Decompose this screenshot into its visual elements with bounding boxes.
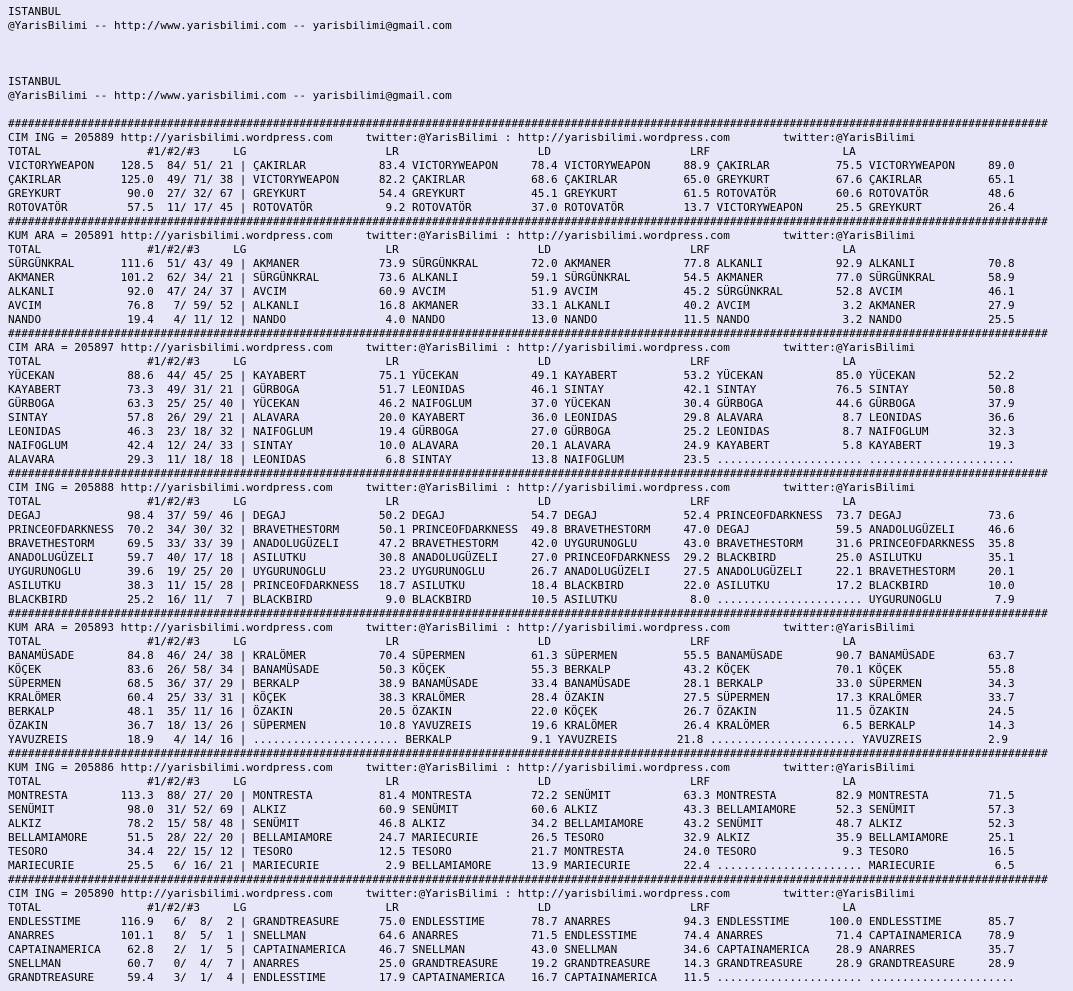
text-line: TOTAL #1/#2/#3 LG LR LD LRF LA: [8, 775, 856, 788]
text-line: ISTANBUL: [8, 75, 61, 88]
text-line: CIM ING = 205889 http://yarisbilimi.wordpress.com twitter:@YarisBilimi : http://yarisbilimi.wordpress.com twitter:@YarisBilimi: [8, 131, 916, 144]
text-line: #############################################################################################################################################################: [8, 873, 1048, 886]
text-line: ANADOLUGÜZELI 59.7 40/ 17/ 18 | ASILUTKU 30.8 ANADOLUGÜZELI 27.0 PRINCEOFDARKNESS 29.2 BLACKBIRD 25.0 ASILUTKU 35.1: [8, 551, 1015, 564]
text-line: TESORO 34.4 22/ 15/ 12 | TESORO 12.5 TESORO 21.7 MONTRESTA 24.0 TESORO 9.3 TESORO 16.5: [8, 845, 1015, 858]
text-line: BELLAMIAMORE 51.5 28/ 22/ 20 | BELLAMIAMORE 24.7 MARIECURIE 26.5 TESORO 32.9 ALKIZ 35.9 BELLAMIAMORE 25.1: [8, 831, 1015, 844]
text-line: ROTOVATÖR 57.5 11/ 17/ 45 | ROTOVATÖR 9.2 ROTOVATÖR 37.0 ROTOVATÖR 13.7 VICTORYWEAPON 25.5 GREYKURT 26.4: [8, 201, 1015, 214]
text-line: ÖZAKIN 36.7 18/ 13/ 26 | SÜPERMEN 10.8 YAVUZREIS 19.6 KRALÖMER 26.4 KRALÖMER 6.5 BERKALP 14.3: [8, 719, 1015, 732]
text-line: GÜRBOGA 63.3 25/ 25/ 40 | YÜCEKAN 46.2 NAIFOGLUM 37.0 YÜCEKAN 30.4 GÜRBOGA 44.6 GÜRBOGA 37.9: [8, 397, 1015, 410]
text-line: @YarisBilimi -- http://www.yarisbilimi.com -- yarisbilimi@gmail.com: [8, 19, 452, 32]
text-line: ALAVARA 29.3 11/ 18/ 18 | LEONIDAS 6.8 SINTAY 13.8 NAIFOGLUM 23.5 ...................... ......................: [8, 453, 1015, 466]
text-line: ALKIZ 78.2 15/ 58/ 48 | SENÜMIT 46.8 ALKIZ 34.2 BELLAMIAMORE 43.2 SENÜMIT 48.7 ALKIZ 52.3: [8, 817, 1015, 830]
text-line: [8, 61, 1073, 75]
text-line: UYGURUNOGLU 39.6 19/ 25/ 20 | UYGURUNOGLU 23.2 UYGURUNOGLU 26.7 ANADOLUGÜZELI 27.5 ANADOLUGÜZELI 22.1 BRAVETHESTORM 20.1: [8, 565, 1015, 578]
text-line: TOTAL #1/#2/#3 LG LR LD LRF LA: [8, 635, 856, 648]
text-line: ANARRES 101.1 8/ 5/ 1 | SNELLMAN 64.6 ANARRES 71.5 ENDLESSTIME 74.4 ANARRES 71.4 CAPTAINAMERICA 78.9: [8, 929, 1015, 942]
text-line: #############################################################################################################################################################: [8, 607, 1048, 620]
text-line: NANDO 19.4 4/ 11/ 12 | NANDO 4.0 NANDO 13.0 NANDO 11.5 NANDO 3.2 NANDO 25.5: [8, 313, 1015, 326]
text-line: TOTAL #1/#2/#3 LG LR LD LRF LA: [8, 145, 856, 158]
text-line: #############################################################################################################################################################: [8, 215, 1048, 228]
text-line: SÜPERMEN 68.5 36/ 37/ 29 | BERKALP 38.9 BANAMÜSADE 33.4 BANAMÜSADE 28.1 BERKALP 33.0 SÜPERMEN 34.3: [8, 677, 1015, 690]
text-line: AKMANER 101.2 62/ 34/ 21 | SÜRGÜNKRAL 73.6 ALKANLI 59.1 SÜRGÜNKRAL 54.5 AKMANER 77.0 SÜRGÜNKRAL 58.9: [8, 271, 1015, 284]
text-line: BANAMÜSADE 84.8 46/ 24/ 38 | KRALÖMER 70.4 SÜPERMEN 61.3 SÜPERMEN 55.5 BANAMÜSADE 90.7 BANAMÜSADE 63.7: [8, 649, 1015, 662]
text-line: CIM ING = 205890 http://yarisbilimi.wordpress.com twitter:@YarisBilimi : http://yarisbilimi.wordpress.com twitter:@YarisBilimi: [8, 887, 916, 900]
text-line: #############################################################################################################################################################: [8, 117, 1048, 130]
text-line: TOTAL #1/#2/#3 LG LR LD LRF LA: [8, 355, 856, 368]
text-line: KUM ARA = 205891 http://yarisbilimi.wordpress.com twitter:@YarisBilimi : http://yarisbilimi.wordpress.com twitter:@YarisBilimi: [8, 229, 916, 242]
text-line: #############################################################################################################################################################: [8, 747, 1048, 760]
text-line: [8, 33, 1073, 47]
text-line: SÜRGÜNKRAL 111.6 51/ 43/ 49 | AKMANER 73.9 SÜRGÜNKRAL 72.0 AKMANER 77.8 ALKANLI 92.9 ALKANLI 70.8: [8, 257, 1015, 270]
text-line: MONTRESTA 113.3 88/ 27/ 20 | MONTRESTA 81.4 MONTRESTA 72.2 SENÜMIT 63.3 MONTRESTA 82.9 MONTRESTA 71.5: [8, 789, 1015, 802]
text-line: BLACKBIRD 25.2 16/ 11/ 7 | BLACKBIRD 9.0 BLACKBIRD 10.5 ASILUTKU 8.0 ...................... UYGURUNOGLU 7.9: [8, 593, 1015, 606]
text-line: SNELLMAN 60.7 0/ 4/ 7 | ANARRES 25.0 GRANDTREASURE 19.2 GRANDTREASURE 14.3 GRANDTREASURE 28.9 GRANDTREASURE 28.9: [8, 957, 1015, 970]
text-line: BRAVETHESTORM 69.5 33/ 33/ 39 | ANADOLUGÜZELI 47.2 BRAVETHESTORM 42.0 UYGURUNOGLU 43.0 BRAVETHESTORM 31.6 PRINCEOFDARKNESS 35.8: [8, 537, 1015, 550]
text-line: GRANDTREASURE 59.4 3/ 1/ 4 | ENDLESSTIME 17.9 CAPTAINAMERICA 16.7 CAPTAINAMERICA 11.5 ...................... ......................: [8, 971, 1015, 984]
text-line: TOTAL #1/#2/#3 LG LR LD LRF LA: [8, 243, 856, 256]
text-line: @YarisBilimi -- http://www.yarisbilimi.com -- yarisbilimi@gmail.com: [8, 89, 452, 102]
text-line: ISTANBUL: [8, 5, 61, 18]
text-line: ASILUTKU 38.3 11/ 15/ 28 | PRINCEOFDARKNESS 18.7 ASILUTKU 18.4 BLACKBIRD 22.0 ASILUTKU 17.2 BLACKBIRD 10.0: [8, 579, 1015, 592]
text-line: ALKANLI 92.0 47/ 24/ 37 | AVCIM 60.9 AVCIM 51.9 AVCIM 45.2 SÜRGÜNKRAL 52.8 AVCIM 46.1: [8, 285, 1015, 298]
text-line: #############################################################################################################################################################: [8, 327, 1048, 340]
text-line: MARIECURIE 25.5 6/ 16/ 21 | MARIECURIE 2.9 BELLAMIAMORE 13.9 MARIECURIE 22.4 ...................... MARIECURIE 6.5: [8, 859, 1015, 872]
text-line: LEONIDAS 46.3 23/ 18/ 32 | NAIFOGLUM 19.4 GÜRBOGA 27.0 GÜRBOGA 25.2 LEONIDAS 8.7 NAIFOGLUM 32.3: [8, 425, 1015, 438]
text-line: KAYABERT 73.3 49/ 31/ 21 | GÜRBOGA 51.7 LEONIDAS 46.1 SINTAY 42.1 SINTAY 76.5 SINTAY 50.8: [8, 383, 1015, 396]
text-line: [8, 103, 1073, 117]
text-line: AVCIM 76.8 7/ 59/ 52 | ALKANLI 16.8 AKMANER 33.1 ALKANLI 40.2 AVCIM 3.2 AKMANER 27.9: [8, 299, 1015, 312]
text-line: DEGAJ 98.4 37/ 59/ 46 | DEGAJ 50.2 DEGAJ 54.7 DEGAJ 52.4 PRINCEOFDARKNESS 73.7 DEGAJ 73.6: [8, 509, 1015, 522]
text-line: CAPTAINAMERICA 62.8 2/ 1/ 5 | CAPTAINAMERICA 46.7 SNELLMAN 43.0 SNELLMAN 34.6 CAPTAINAMERICA 28.9 ANARRES 35.7: [8, 943, 1015, 956]
text-line: KUM ARA = 205893 http://yarisbilimi.wordpress.com twitter:@YarisBilimi : http://yarisbilimi.wordpress.com twitter:@YarisBilimi: [8, 621, 916, 634]
text-line: KUM ING = 205886 http://yarisbilimi.wordpress.com twitter:@YarisBilimi : http://yarisbilimi.wordpress.com twitter:@YarisBilimi: [8, 761, 916, 774]
text-line: YAVUZREIS 18.9 4/ 14/ 16 | ...................... BERKALP 9.1 YAVUZREIS 21.8 ...................... YAVUZREIS 2.9: [8, 733, 1009, 746]
text-line: KÖÇEK 83.6 26/ 58/ 34 | BANAMÜSADE 50.3 KÖÇEK 55.3 BERKALP 43.2 KÖÇEK 70.1 KÖÇEK 55.8: [8, 663, 1015, 676]
text-line: NAIFOGLUM 42.4 12/ 24/ 33 | SINTAY 10.0 ALAVARA 20.1 ALAVARA 24.9 KAYABERT 5.8 KAYABERT 19.3: [8, 439, 1015, 452]
text-line: #############################################################################################################################################################: [8, 467, 1048, 480]
text-line: CIM ARA = 205897 http://yarisbilimi.wordpress.com twitter:@YarisBilimi : http://yarisbilimi.wordpress.com twitter:@YarisBilimi: [8, 341, 916, 354]
text-line: SINTAY 57.8 26/ 29/ 21 | ALAVARA 20.0 KAYABERT 36.0 LEONIDAS 29.8 ALAVARA 8.7 LEONIDAS 36.6: [8, 411, 1015, 424]
text-line: [8, 47, 1073, 61]
text-line: KRALÖMER 60.4 25/ 33/ 31 | KÖÇEK 38.3 KRALÖMER 28.4 ÖZAKIN 27.5 SÜPERMEN 17.3 KRALÖMER 33.7: [8, 691, 1015, 704]
text-line: ÇAKIRLAR 125.0 49/ 71/ 38 | VICTORYWEAPON 82.2 ÇAKIRLAR 68.6 ÇAKIRLAR 65.0 GREYKURT 67.6 ÇAKIRLAR 65.1: [8, 173, 1015, 186]
text-line: CIM ING = 205888 http://yarisbilimi.wordpress.com twitter:@YarisBilimi : http://yarisbilimi.wordpress.com twitter:@YarisBilimi: [8, 481, 916, 494]
text-line: BERKALP 48.1 35/ 11/ 16 | ÖZAKIN 20.5 ÖZAKIN 22.0 KÖÇEK 26.7 ÖZAKIN 11.5 ÖZAKIN 24.5: [8, 705, 1015, 718]
text-line: ENDLESSTIME 116.9 6/ 8/ 2 | GRANDTREASURE 75.0 ENDLESSTIME 78.7 ANARRES 94.3 ENDLESSTIME 100.0 ENDLESSTIME 85.7: [8, 915, 1015, 928]
text-line: SENÜMIT 98.0 31/ 52/ 69 | ALKIZ 60.9 SENÜMIT 60.6 ALKIZ 43.3 BELLAMIAMORE 52.3 SENÜMIT 57.3: [8, 803, 1015, 816]
text-line: PRINCEOFDARKNESS 70.2 34/ 30/ 32 | BRAVETHESTORM 50.1 PRINCEOFDARKNESS 49.8 BRAVETHESTORM 47.0 DEGAJ 59.5 ANADOLUGÜZELI 46.6: [8, 523, 1015, 536]
text-line: TOTAL #1/#2/#3 LG LR LD LRF LA: [8, 495, 856, 508]
text-line: VICTORYWEAPON 128.5 84/ 51/ 21 | ÇAKIRLAR 83.4 VICTORYWEAPON 78.4 VICTORYWEAPON 88.9 ÇAKIRLAR 75.5 VICTORYWEAPON 89.0: [8, 159, 1015, 172]
text-line: TOTAL #1/#2/#3 LG LR LD LRF LA: [8, 901, 856, 914]
text-line: GREYKURT 90.0 27/ 32/ 67 | GREYKURT 54.4 GREYKURT 45.1 GREYKURT 61.5 ROTOVATÖR 60.6 ROTOVATÖR 48.6: [8, 187, 1015, 200]
text-line: YÜCEKAN 88.6 44/ 45/ 25 | KAYABERT 75.1 YÜCEKAN 49.1 KAYABERT 53.2 YÜCEKAN 85.0 YÜCEKAN 52.2: [8, 369, 1015, 382]
